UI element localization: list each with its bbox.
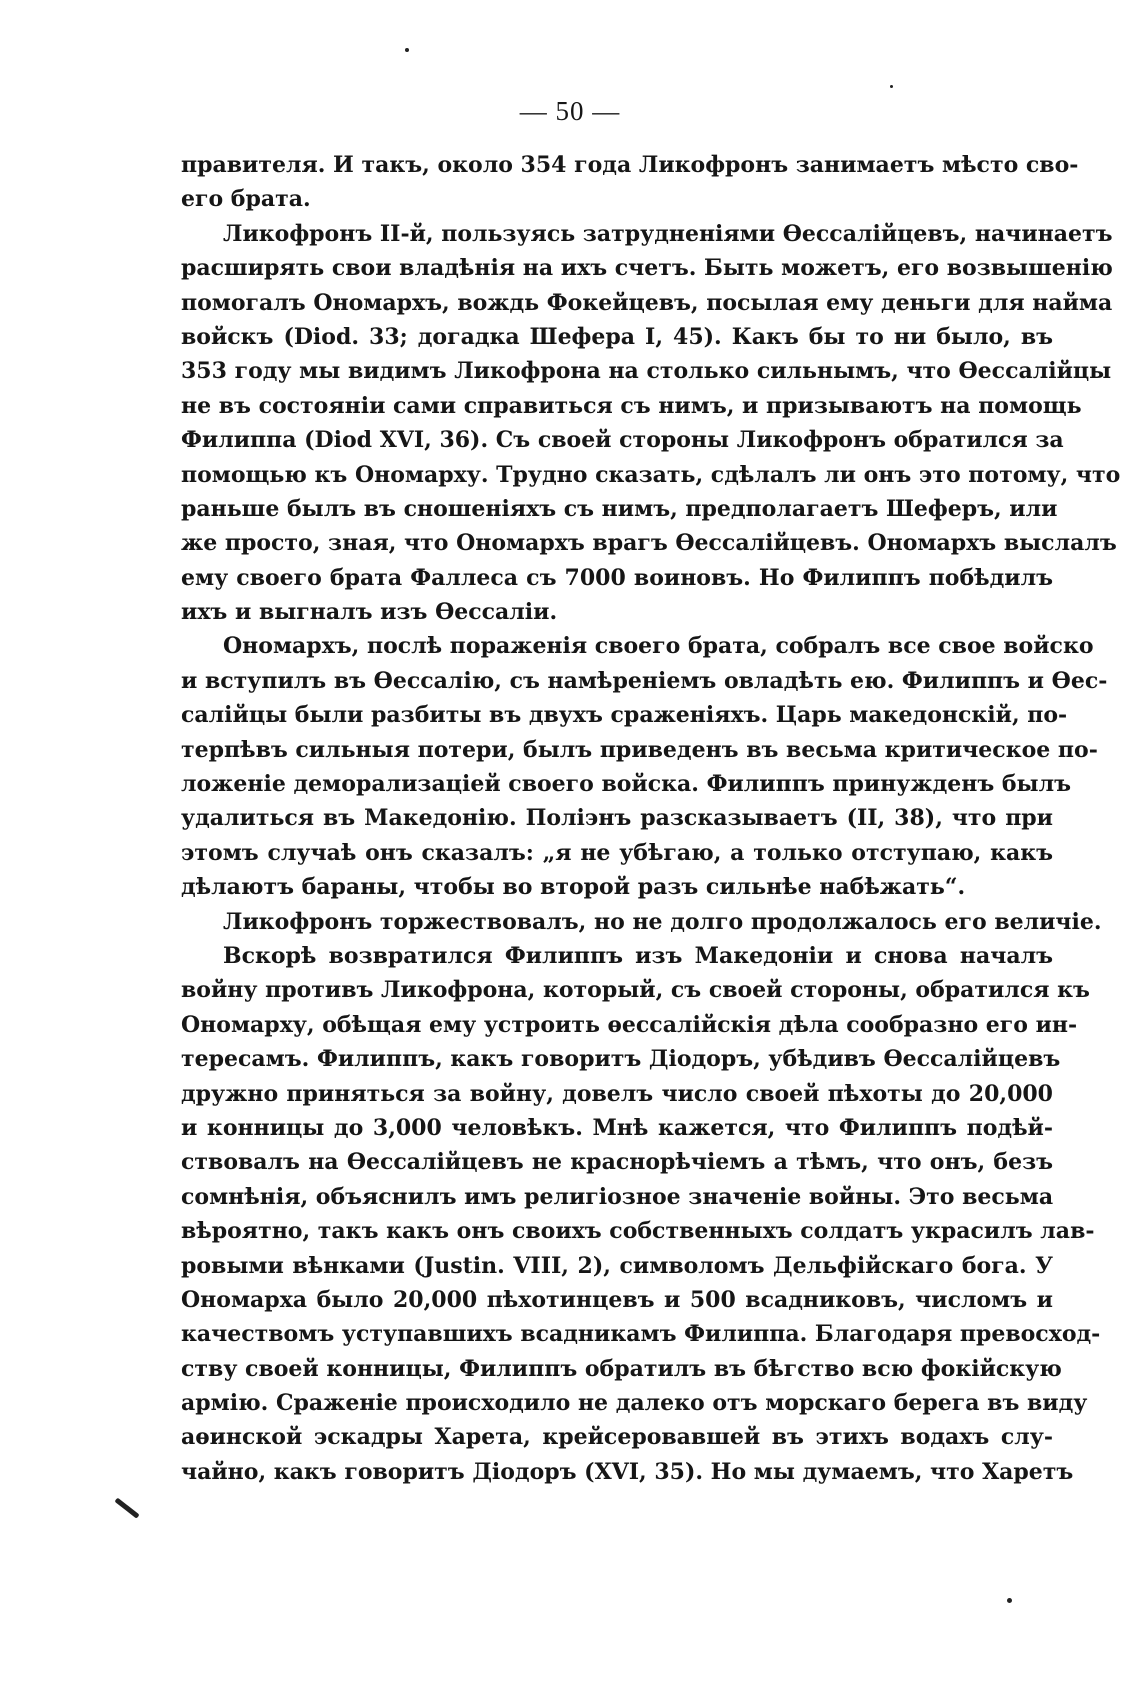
ink-speck <box>405 48 409 52</box>
text-line: дѣлаютъ бараны, чтобы во второй разъ сильнѣе набѣжать“. <box>181 874 966 901</box>
text-line: чайно, какъ говоритъ Діодоръ (XVI, 35). Но мы думаемъ, что Харетъ <box>181 1458 1074 1485</box>
text-line: его брата. <box>181 186 311 213</box>
text-line: армію. Сраженіе происходило не далеко отъ морскаго берега въ виду <box>181 1390 1088 1417</box>
ink-speck <box>1007 1598 1012 1603</box>
text-line: расширять свои владѣнія на ихъ счетъ. Быть можетъ, его возвышенію <box>181 255 1113 282</box>
text-line: и конницы до 3,000 человѣкъ. Мнѣ кажется, что Филиппъ подѣй- <box>181 1114 1053 1141</box>
text-line: войну противъ Ликофрона, который, съ своей стороны, обратился къ <box>181 977 1090 1004</box>
ink-speck <box>890 85 893 88</box>
page-number: — 50 — <box>519 96 621 126</box>
text-line: помогалъ Ономархъ, вождь Фокейцевъ, посылая ему деньги для найма <box>181 289 1113 316</box>
text-line: этомъ случаѣ онъ сказалъ: „я не убѣгаю, а только отступаю, какъ <box>181 839 1053 866</box>
text-line: ствовалъ на Ѳессалійцевъ не краснорѣчіемъ а тѣмъ, что онъ, безъ <box>181 1149 1053 1176</box>
text-line: сомнѣнія, объяснилъ имъ религіозное значеніе войны. Это весьма <box>181 1183 1054 1210</box>
text-line: удалиться въ Македонію. Поліэнъ разсказываетъ (II, 38), что при <box>181 805 1053 832</box>
text-line: дружно приняться за войну, довелъ число своей пѣхоты до 20,000 <box>181 1080 1053 1107</box>
text-line: вѣроятно, такъ какъ онъ своихъ собственныхъ солдатъ украсилъ лав- <box>181 1218 1095 1245</box>
margin-mark <box>114 1498 139 1519</box>
text-line: качествомъ уступавшихъ всадникамъ Филиппа. Благодаря превосход- <box>181 1321 1101 1348</box>
text-line: ровыми вѣнками (Justin. VIII, 2), символомъ Дельфійскаго бога. У <box>181 1252 1053 1279</box>
body-text <box>181 148 1121 1489</box>
text-line: тересамъ. Филиппъ, какъ говоритъ Діодоръ, убѣдивъ Ѳессалійцевъ <box>181 1046 1061 1073</box>
text-line: помощью къ Ономарху. Трудно сказать, сдѣлалъ ли онъ это потому, что <box>181 461 1121 488</box>
text-line: Ономарху, обѣщая ему устроить ѳессалійскія дѣла сообразно его ин- <box>181 1011 1078 1038</box>
text-line: ихъ и выгналъ изъ Ѳессаліи. <box>181 599 558 626</box>
text-line: раньше былъ въ сношеніяхъ съ нимъ, предполагаетъ Шеферъ, или <box>181 495 1058 522</box>
text-line: и вступилъ въ Ѳессалію, съ намѣреніемъ овладѣть ею. Филиппъ и Ѳес- <box>181 667 1108 694</box>
text-line: правителя. И такъ, около 354 года Ликофронъ занимаетъ мѣсто сво- <box>181 152 1079 178</box>
text-line: Ликофронъ II-й, пользуясь затрудненіями Ѳессалійцевъ, начинаетъ <box>223 220 1113 247</box>
text-line: ему своего брата Фаллеса съ 7000 воиновъ. Но Филиппъ побѣдилъ <box>181 564 1053 591</box>
text-line: аѳинской эскадры Харета, крейсеровавшей въ этихъ водахъ слу- <box>181 1424 1053 1451</box>
text-line: Ликофронъ торжествовалъ, но не долго продолжалось его величіе. <box>223 908 1102 935</box>
text-line: ству своей конницы, Филиппъ обратилъ въ бѣгство всю фокійскую <box>181 1355 1062 1382</box>
text-line: Вскорѣ возвратился Филиппъ изъ Македоніи и снова началъ <box>223 942 1053 969</box>
text-line: ложеніе деморализаціей своего войска. Филиппъ принужденъ былъ <box>181 771 1071 798</box>
text-line: же просто, зная, что Ономархъ врагъ Ѳессалійцевъ. Ономархъ выслалъ <box>181 530 1117 557</box>
text-line: Филиппа (Diod XVI, 36). Съ своей стороны Ликофронъ обратился за <box>181 427 1064 454</box>
text-line: Ономарха было 20,000 пѣхотинцевъ и 500 всадниковъ, числомъ и <box>181 1286 1053 1313</box>
text-line: терпѣвъ сильныя потери, былъ приведенъ въ весьма критическое по- <box>181 736 1098 763</box>
text-line: не въ состояніи сами справиться съ нимъ, и призываютъ на помощь <box>181 392 1082 419</box>
text-line: Ономархъ, послѣ пораженія своего брата, собралъ все свое войско <box>223 633 1094 660</box>
text-line: салійцы были разбиты въ двухъ сраженіяхъ. Царь македонскій, по- <box>181 702 1068 729</box>
text-line: войскъ (Diod. 33; догадка Шефера I, 45). Какъ бы то ни было, въ <box>181 323 1053 350</box>
text-line: 353 году мы видимъ Ликофрона на столько сильнымъ, что Ѳессалійцы <box>181 358 1112 385</box>
